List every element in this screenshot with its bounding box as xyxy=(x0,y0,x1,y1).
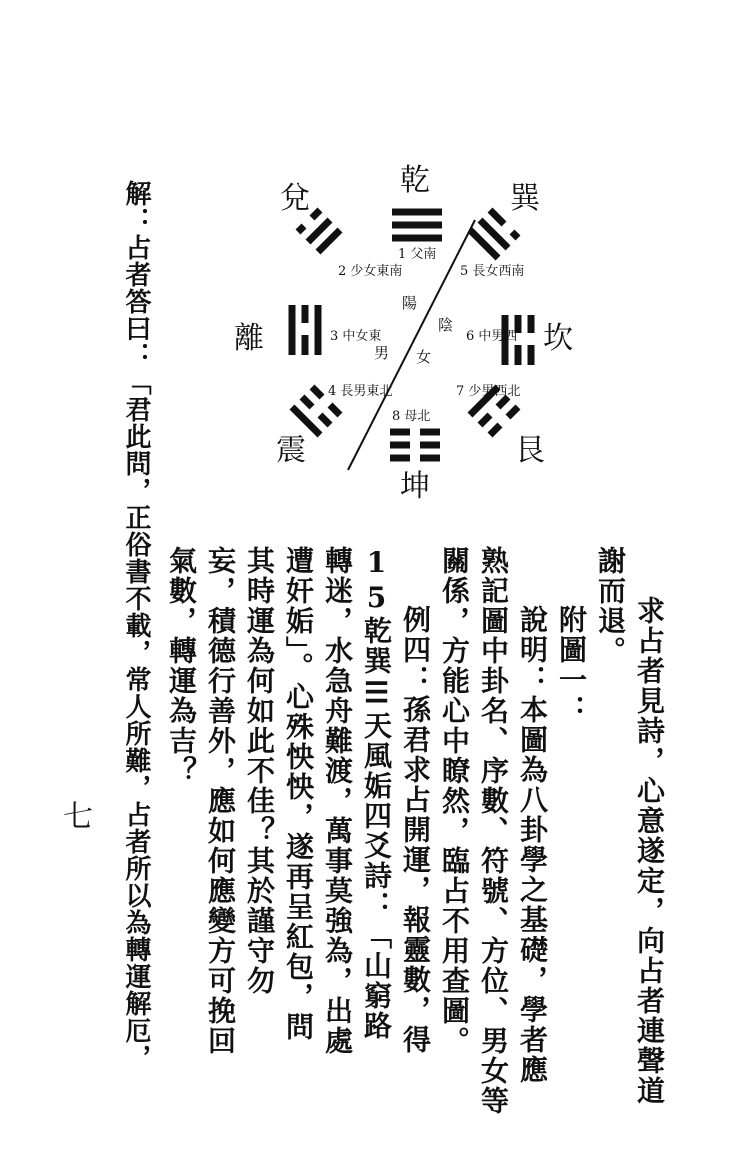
text-column-5: 熟記圖中卦名、序數、符號、方位、男女等 xyxy=(477,546,510,1116)
trigram-qian-lines xyxy=(392,212,442,238)
trigram-li-lines xyxy=(292,305,318,355)
label-zhen: 4 長男東北 xyxy=(328,384,393,399)
label-li: 3 中女東 xyxy=(330,329,382,344)
trigram-xun-lines xyxy=(470,210,518,258)
text-column-1: 求占者見詩，心意遂定，向占者連聲道 xyxy=(633,596,666,1106)
text-column-3: 附圖一： xyxy=(555,575,588,725)
trigram-xun-name: 巽 xyxy=(510,181,540,216)
center-male: 男 xyxy=(374,344,390,362)
text-column-11: 其時運為何如此不佳？其於謹守勿 xyxy=(243,546,276,996)
trigram-kun-name: 坤 xyxy=(400,469,430,500)
text-column-9: 轉迷，水急舟難渡，萬事莫強為，出處 xyxy=(321,546,354,1056)
trigram-gen-name: 艮 xyxy=(515,433,545,468)
label-qian: 1 父南 xyxy=(398,247,437,262)
trigram-kan-name: 坎 xyxy=(543,321,573,356)
trigram-li-name: 離 xyxy=(234,321,264,356)
text-column-10: 遭奸姤」。心殊怏怏，遂再呈紅包，問 xyxy=(282,546,315,1042)
center-yang: 陽 xyxy=(402,294,418,312)
bagua-diagram xyxy=(220,150,580,500)
label-xun: 5 長女西南 xyxy=(460,264,525,279)
trigram-kun-lines xyxy=(390,432,440,458)
label-kun: 8 母北 xyxy=(392,409,431,424)
center-female: 女 xyxy=(416,348,432,366)
center-yin: 陰 xyxy=(438,316,454,334)
text-column-6: 關係，方能心中瞭然，臨占不用查圖。 xyxy=(438,546,471,1056)
label-gen: 7 少男西北 xyxy=(456,384,521,399)
text-column-14: 解：占者答曰：「君此問，正俗書不載，常人所難，占者所以為轉運解厄， xyxy=(121,180,151,1071)
trigram-dui-lines xyxy=(298,210,340,252)
trigram-dui-name: 兌 xyxy=(280,181,310,216)
text-column-2: 謝而退。 xyxy=(594,546,627,666)
text-column-7: 例四：孫君求占開運，報靈數，得 xyxy=(399,575,432,1055)
text-column-8: 15乾巽☰天風姤四爻詩：「山窮路 xyxy=(360,546,393,1041)
text-column-12: 妄，積德行善外，應如何應變方可挽回 xyxy=(204,546,237,1056)
text-column-13: 氣數，轉運為吉？ xyxy=(165,546,198,786)
label-kan: 6 中男西 xyxy=(466,329,518,344)
text-column-4: 說明：本圖為八卦學之基礎，學者應 xyxy=(516,575,549,1085)
label-dui: 2 少女東南 xyxy=(338,264,403,279)
trigram-zhen-name: 震 xyxy=(276,433,306,468)
trigram-qian-name: 乾 xyxy=(400,163,430,198)
page-number: 七 xyxy=(57,800,92,830)
